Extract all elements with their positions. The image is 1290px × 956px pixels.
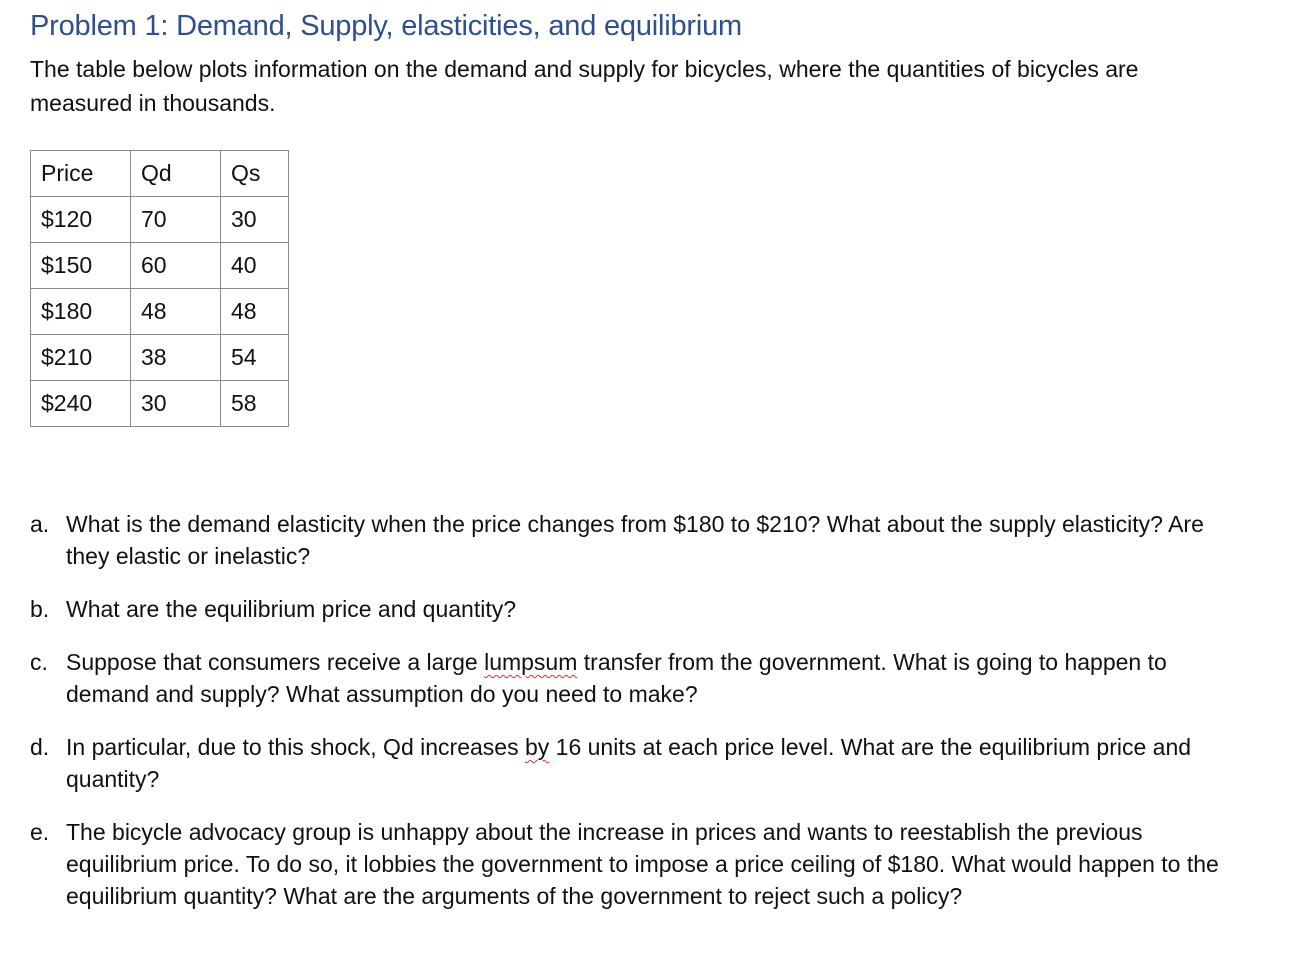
question-e <box>30 816 1230 912</box>
table-row <box>31 335 289 381</box>
table-header-row <box>31 151 289 197</box>
question-text <box>66 649 1167 707</box>
header-qs: Qs <box>221 151 289 197</box>
header-price: Price <box>31 151 131 197</box>
question-a <box>30 508 1230 572</box>
table-row <box>31 289 289 335</box>
cell-qd: 70 <box>131 197 221 243</box>
question-marker: c. <box>30 649 48 675</box>
question-text-part: transfer from the government. What is going to happen to demand and supply? What assumption do you need to make? <box>66 649 1167 707</box>
cell-qs: 30 <box>221 197 289 243</box>
question-list <box>30 508 1230 933</box>
header-qd: Qd <box>131 151 221 197</box>
question-marker: b. <box>30 596 50 622</box>
cell-qd: 38 <box>131 335 221 381</box>
question-text-part: 16 units at each price level. What are the equilibrium price and quantity? <box>66 734 1192 792</box>
cell-qs: 58 <box>221 381 289 427</box>
cell-price: $180 <box>31 289 131 335</box>
question-marker: a. <box>30 511 50 537</box>
question-marker: e. <box>30 819 50 845</box>
cell-qs: 40 <box>221 243 289 289</box>
cell-qs: 54 <box>221 335 289 381</box>
supply-demand-table <box>30 150 289 427</box>
table-row <box>31 381 289 427</box>
cell-qd: 60 <box>131 243 221 289</box>
spellcheck-flagged-word[interactable]: lumpsum <box>484 649 578 675</box>
cell-price: $150 <box>31 243 131 289</box>
table-row <box>31 243 289 289</box>
question-text <box>66 734 1191 792</box>
question-text: What are the equilibrium price and quantity? <box>66 596 517 622</box>
cell-qd: 30 <box>131 381 221 427</box>
question-d <box>30 731 1230 795</box>
intro-paragraph: The table below plots information on the demand and supply for bicycles, where the quantities of bicycles are measured in thousands. <box>30 56 1139 116</box>
spellcheck-flagged-word[interactable]: by <box>524 734 550 760</box>
cell-qs: 48 <box>221 289 289 335</box>
question-marker: d. <box>30 734 50 760</box>
question-b <box>30 593 1230 625</box>
question-c <box>30 646 1230 710</box>
cell-price: $120 <box>31 197 131 243</box>
cell-price: $210 <box>31 335 131 381</box>
question-text: The bicycle advocacy group is unhappy about the increase in prices and wants to reestablish the previous equilibrium price. To do so, it lobbies the government to impose a price ceiling of $180. What would happen to the equilibrium quantity? What are the arguments of the government to reject such a policy? <box>66 819 1219 909</box>
page-title: Problem 1: Demand, Supply, elasticities, and equilibrium <box>30 10 743 42</box>
cell-qd: 48 <box>131 289 221 335</box>
cell-price: $240 <box>31 381 131 427</box>
question-text-part: In particular, due to this shock, Qd increases <box>66 734 525 760</box>
question-text-part: Suppose that consumers receive a large <box>66 649 485 675</box>
question-text: What is the demand elasticity when the price changes from $180 to $210? What about the supply elasticity? Are they elastic or inelastic? <box>66 511 1204 569</box>
table-row <box>31 197 289 243</box>
